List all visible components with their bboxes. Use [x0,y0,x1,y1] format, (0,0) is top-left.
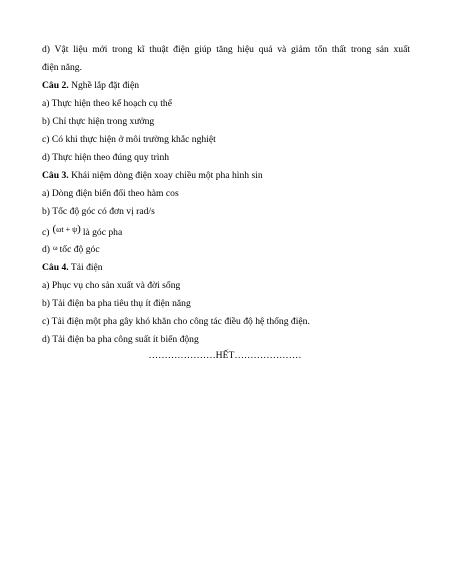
q2-option-b: b) Chỉ thực hiện trong xưởng [42,116,155,127]
q3-option-c-suffix: là góc pha [82,227,123,238]
q3-option-a: a) Dòng điện biến đổi theo hàm cos [42,188,179,199]
omega-symbol: ω [53,244,58,252]
q2-option-c: c) Có khi thực hiện ở môi trường khắc nghiệt [42,134,216,145]
q4-text: Tải điện [70,262,103,273]
q2-label: Câu 2. [42,80,69,91]
q4-option-c: c) Tải điện một pha gây khó khăn cho công tác điều độ hệ thống điện. [42,316,310,327]
q1-option-d-line1: d) Vật liệu mới trong kĩ thuật điện giúp tăng hiệu quả và giảm tổn thất trong sản xuất [42,44,410,55]
phase-formula: (ωt + ψ) [52,223,81,235]
q3-text: Khái niệm dòng điện xoay chiều một pha hình sin [71,170,263,181]
q2-heading [42,80,139,92]
q3-heading [42,170,263,182]
q3-option-c [42,223,123,239]
q3-label: Câu 3. [42,170,69,181]
phase-formula-text: ωt + ψ [56,225,78,234]
q3-option-d-suffix: tốc độ góc [59,244,100,255]
q2-text: Nghề lắp đặt điện [71,80,139,91]
q4-label: Câu 4. [42,262,69,273]
q4-heading [42,262,103,274]
q3-option-b: b) Tốc độ góc có đơn vị rad/s [42,206,155,217]
q1-option-d-line2: điện năng. [42,62,82,73]
q3-option-c-prefix: c) [42,227,50,238]
q4-option-d: d) Tải điện ba pha công suất ít biến động [42,334,199,345]
end-marker: …………………HẾT………………… [148,350,302,361]
q4-option-a: a) Phục vụ cho sản xuất và đời sống [42,280,181,291]
q3-option-d-prefix: d) [42,244,50,255]
q2-option-d: d) Thực hiện theo đúng quy trình [42,152,170,163]
q2-option-a: a) Thực hiện theo kế hoạch cụ thể [42,98,172,109]
q3-option-d [42,244,100,256]
q4-option-b: b) Tải điện ba pha tiêu thụ ít điện năng [42,298,191,309]
